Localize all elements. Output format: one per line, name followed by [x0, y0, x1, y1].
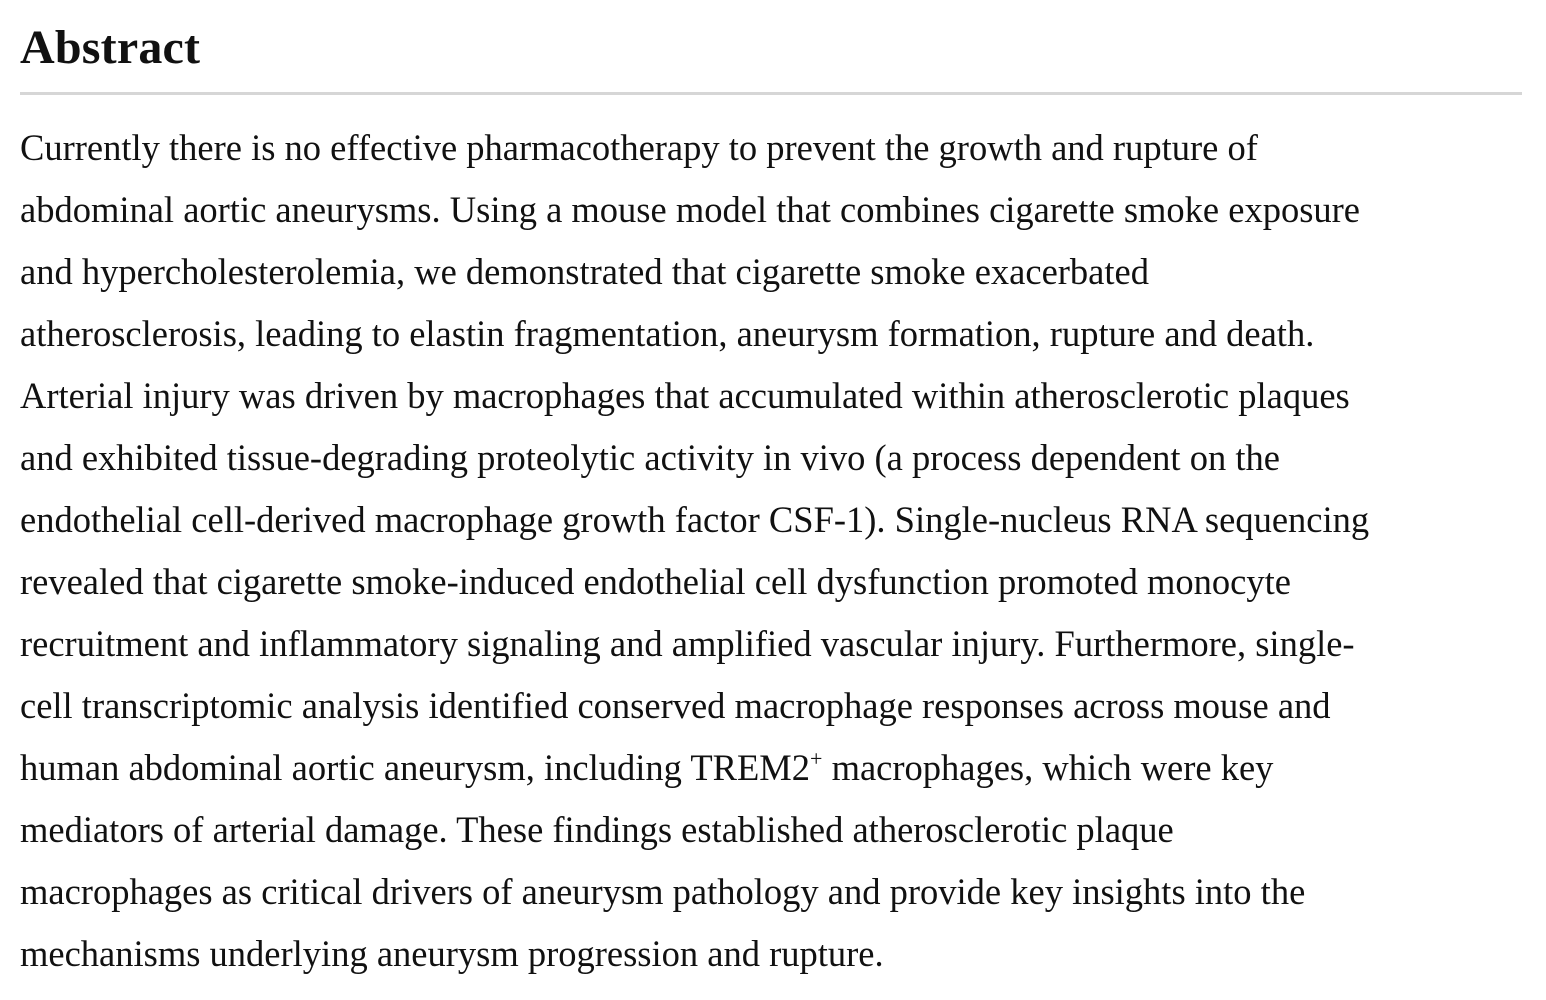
abstract-line: revealed that cigarette smoke-induced endothelial cell dysfunction promoted monocyte: [20, 561, 1291, 602]
abstract-line-trem2: [20, 737, 1522, 799]
abstract-line: macrophages as critical drivers of aneurysm pathology and provide key insights into the: [20, 871, 1306, 912]
abstract-line: endothelial cell-derived macrophage growth factor CSF-1). Single-nucleus RNA sequencing: [20, 499, 1370, 540]
abstract-line-part: macrophages, which were key: [822, 747, 1274, 788]
abstract-text: [20, 117, 1522, 985]
abstract-line: Currently there is no effective pharmacotherapy to prevent the growth and rupture of: [20, 127, 1258, 168]
heading-divider: [20, 92, 1522, 95]
abstract-line: cell transcriptomic analysis identified conserved macrophage responses across mouse and: [20, 685, 1331, 726]
abstract-line: and exhibited tissue-degrading proteolytic activity in vivo (a process dependent on the: [20, 437, 1280, 478]
abstract-line: atherosclerosis, leading to elastin fragmentation, aneurysm formation, rupture and death.: [20, 313, 1315, 354]
abstract-line-part: human abdominal aortic aneurysm, including TREM2: [20, 747, 811, 788]
section-heading: Abstract: [20, 21, 201, 74]
abstract-line: mechanisms underlying aneurysm progression and rupture.: [20, 933, 884, 974]
abstract-line: and hypercholesterolemia, we demonstrated that cigarette smoke exacerbated: [20, 251, 1149, 292]
superscript-plus: +: [810, 746, 823, 771]
abstract-line: Arterial injury was driven by macrophages that accumulated within atherosclerotic plaques: [20, 375, 1350, 416]
abstract-line: recruitment and inflammatory signaling and amplified vascular injury. Furthermore, single-: [20, 623, 1355, 664]
abstract-line: abdominal aortic aneurysms. Using a mouse model that combines cigarette smoke exposure: [20, 189, 1361, 230]
abstract-line: mediators of arterial damage. These findings established atherosclerotic plaque: [20, 809, 1174, 850]
